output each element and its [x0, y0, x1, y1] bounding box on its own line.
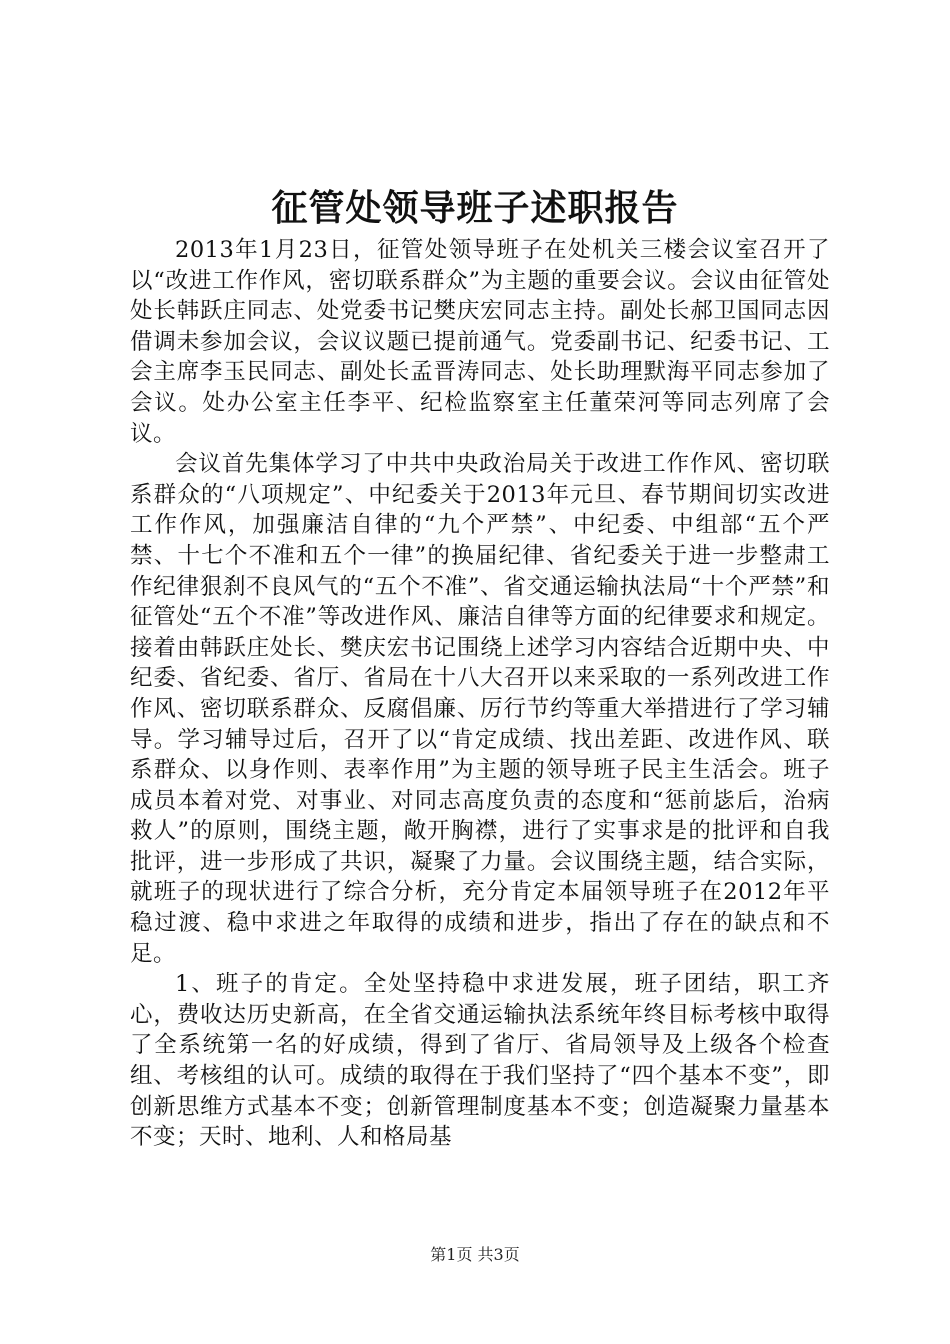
- paragraph-3: 1、班子的肯定。全处坚持稳中求进发展，班子团结，职工齐心，费收达历史新高，在全省交通运输执法系统年终目标考核中取得了全系统第一名的好成绩，得到了省厅、省局领导及上级各个检查组、考核组的认可。成绩的取得在于我们坚持了“四个基本不变”，即创新思维方式基本不变；创新管理制度基本不变；创造凝聚力量基本不变；天时、地利、人和格局基: [130, 971, 830, 1151]
- paragraph-2: 会议首先集体学习了中共中央政治局关于改进工作作风、密切联系群众的“八项规定”、中纪委关于2013年元旦、春节期间切实改进工作作风，加强廉洁自律的“九个严禁”、中纪委、中组部“五个严禁、十七个不准和五个一律”的换届纪律、省纪委关于进一步整肃工作纪律狠刹不良风气的“五个不准”、省交通运输执法局“十个严禁”和征管处“五个不准”等改进作风、廉洁自律等方面的纪律要求和规定。接着由韩跃庄处长、樊庆宏书记围绕上述学习内容结合近期中央、中纪委、省纪委、省厅、省局在十八大召开以来采取的一系列改进工作作风、密切联系群众、反腐倡廉、厉行节约等重大举措进行了学习辅导。学习辅导过后，召开了以“肯定成绩、找出差距、改进作风、联系群众、以身作则、表率作用”为主题的领导班子民主生活会。班子成员本着对党、对事业、对同志高度负责的态度和“惩前毖后，治病救人”的原则，围绕主题，敞开胸襟，进行了实事求是的批评和自我批评，进一步形成了共识，凝聚了力量。会议围绕主题，结合实际，就班子的现状进行了综合分析，充分肯定本届领导班子在2012年平稳过渡、稳中求进之年取得的成绩和进步，指出了存在的缺点和不足。: [130, 451, 830, 967]
- document-title: 征管处领导班子述职报告: [271, 187, 679, 229]
- document-body: [130, 235, 830, 1153]
- page-number-footer: 第1页 共3页: [430, 1245, 520, 1264]
- paragraph-1: 2013年1月23日，征管处领导班子在处机关三楼会议室召开了以“改进工作作风，密切联系群众”为主题的重要会议。会议由征管处处长韩跃庄同志、处党委书记樊庆宏同志主持。副处长郝卫国同志因借调未参加会议，会议议题已提前通气。党委副书记、纪委书记、工会主席李玉民同志、副处长孟晋涛同志、处长助理默海平同志参加了会议。处办公室主任李平、纪检监察室主任董荣河等同志列席了会议。: [130, 237, 830, 447]
